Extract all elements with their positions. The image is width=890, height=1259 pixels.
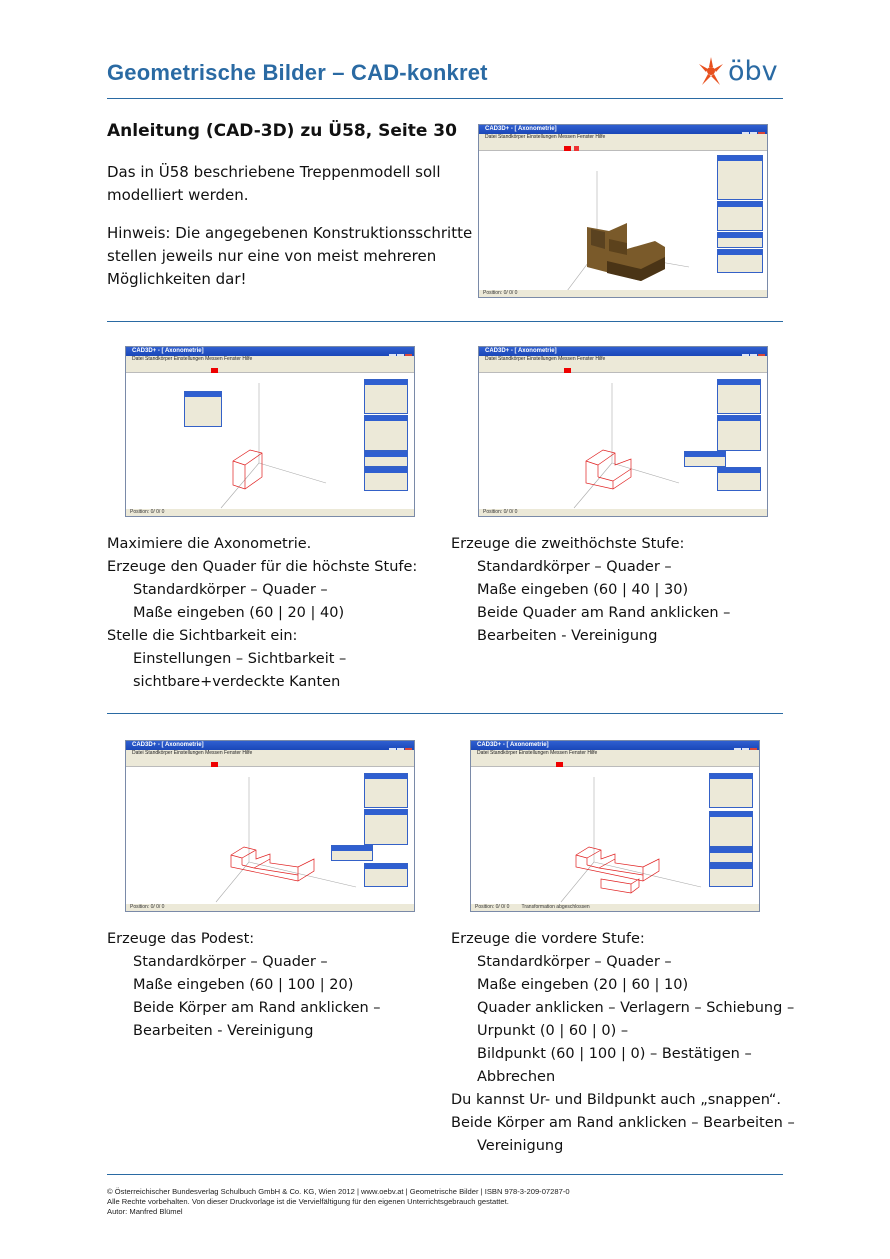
tool-palette [364,451,408,467]
tool-palette [709,811,753,847]
visibility-palette [717,232,763,248]
tool-palette [364,773,408,808]
screenshot-final-model [478,124,768,298]
body-palette [717,155,763,200]
hint-line: Hinweis: Die angegebenen Konstruktionsschritte [107,224,473,242]
hint-paragraph [107,222,472,291]
section-rule [107,713,783,714]
hint-line: Möglichkeiten dar! [107,270,247,288]
footer [107,1187,570,1217]
intro-paragraph [107,161,441,207]
header-rule [107,98,783,99]
screenshot-step-4: CAD3D+ - [ Axonometrie] Datei Standkörper Einstellungen Messen Fenster Hilfe Position: 0/ 0/ 0 Transformation abgeschlossen [470,740,760,912]
tool-palette [364,863,408,887]
instruction-heading: Anleitung (CAD-3D) zu Ü58, Seite 30 [107,121,457,141]
copyright-line: © Österreichischer Bundesverlag Schulbuch GmbH & Co. KG, Wien 2012 | www.oebv.at | Geometrische Bilder | ISBN 978-3-209-07287-0 [107,1187,570,1196]
tool-palette [331,845,373,861]
tool-palette [684,451,726,467]
tool-palette [717,415,761,451]
tool-palette [364,467,408,491]
intro-line: Das in Ü58 beschriebene Treppenmodell soll [107,163,441,181]
rights-line: Alle Rechte vorbehalten. Von dieser Druckvorlage ist die Vervielfältigung für den eigenen Unterrichtsgebrauch gestattet. [107,1197,509,1206]
step-3-instructions: Erzeuge das Podest: Standardkörper – Quader – Maße eingeben (60 | 100 | 20) Beide Körper am Rand anklicken – Bearbeiten - Vereinigung [107,931,381,1039]
step-1-instructions: Maximiere die Axonometrie. Erzeuge den Quader für die höchste Stufe: Standardkörper – Quader – Maße eingeben (60 | 20 | 40) Stelle die Sichtbarkeit ein: Einstellungen – Sichtbarkeit – sichtbare+verdeckte Kanten [107,536,418,690]
screenshot-step-3: CAD3D+ - [ Axonometrie] Datei Standkörper Einstellungen Messen Fenster Hilfe Position: 0/ 0/ 0 [125,740,415,912]
status-bar: Position: 0/ 0/ 0 [479,290,767,297]
hint-line: stellen jeweils nur eine von meist mehreren [107,247,437,265]
dimension-dialog [184,391,222,427]
screenshot-step-2: CAD3D+ - [ Axonometrie] Datei Standkörper Einstellungen Messen Fenster Hilfe Position: 0/ 0/ 0 [478,346,768,517]
tool-palette [364,415,408,451]
step-4-instructions: Erzeuge die vordere Stufe: Standardkörper – Quader – Maße eingeben (20 | 60 | 10) Quader anklicken – Verlagern – Schiebung – Urpunkt (0 | 60 | 0) – Bildpunkt (60 | 100 | 0) – Bestätigen – Abbrechen Du kannst Ur- und Bildpunkt auch „snappen“. Beide Körper am Rand anklicken – Bearbeiten – Vereinigung [451,931,795,1154]
logo-text: öbv [728,56,778,87]
toolbar [479,141,767,151]
transform-palette [717,249,763,273]
window-titlebar: CAD3D+ - [ Axonometrie] [479,125,767,134]
step-2-instructions: Erzeuge die zweithöchste Stufe: Standardkörper – Quader – Maße eingeben (60 | 40 | 30) Beide Quader am Rand anklicken – Bearbeiten - Vereinigung [451,536,731,644]
publisher-logo [698,56,786,92]
tool-palette [709,773,753,808]
screenshot-step-1: CAD3D+ - [ Axonometrie] Datei Standkörper Einstellungen Messen Fenster Hilfe Position: 0/ 0/ 0 [125,346,415,517]
tool-palette [364,379,408,414]
edit-palette [717,201,763,231]
tool-palette [364,809,408,845]
section-rule [107,321,783,322]
menu-bar: Datei Standkörper Einstellungen Messen Fenster Hilfe [479,134,767,141]
intro-line: modelliert werden. [107,186,249,204]
footer-rule [107,1174,783,1175]
page-header-title: Geometrische Bilder – CAD-konkret [107,60,488,85]
author-line: Autor: Manfred Blümel [107,1207,183,1216]
oebv-star-icon [698,56,726,88]
tool-palette [717,467,761,491]
tool-palette [709,847,753,863]
tool-palette [709,863,753,887]
tool-palette [717,379,761,414]
